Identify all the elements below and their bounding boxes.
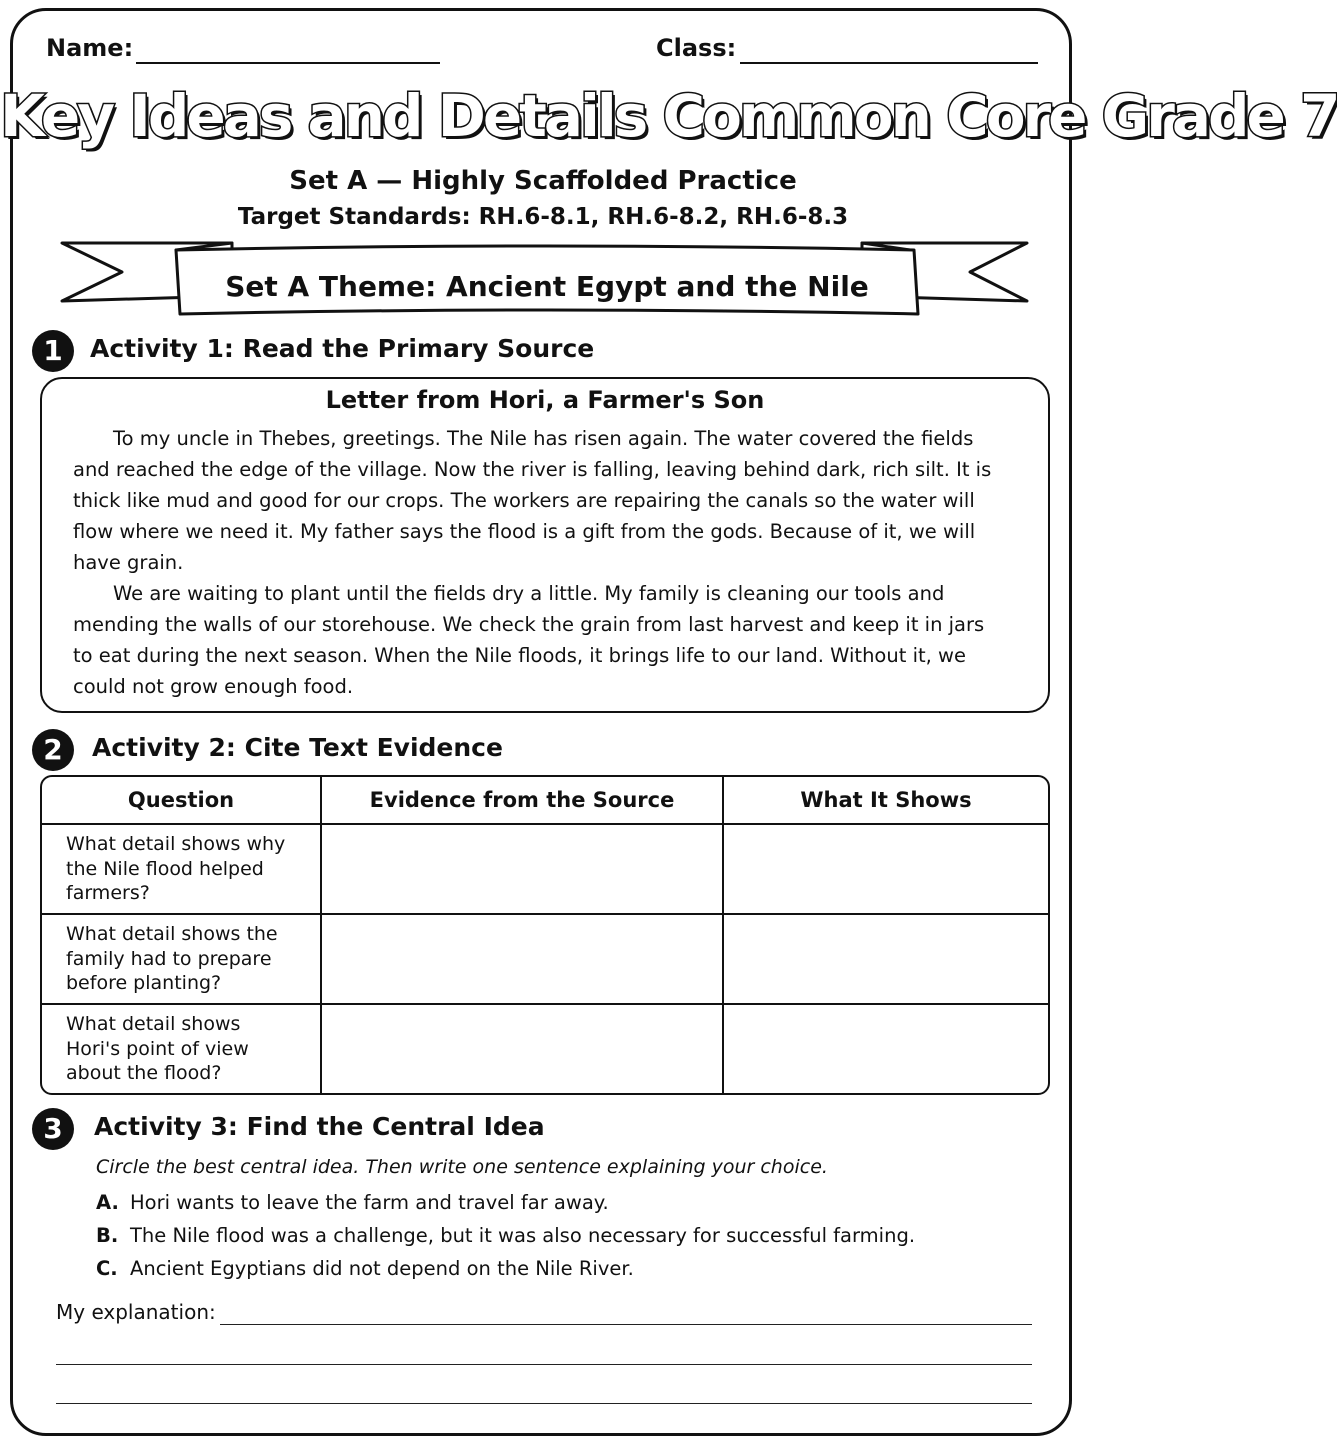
evidence-answer-cell[interactable] [322,825,724,915]
question-cell: What detail shows why the Nile flood helped farmers? [42,825,322,915]
activity-1-title: Activity 1: Read the Primary Source [90,334,595,363]
option-letter: B. [96,1224,119,1247]
activity-2-title: Activity 2: Cite Text Evidence [92,733,503,762]
question-cell: What detail shows Hori's point of view about the flood? [42,1005,322,1093]
activity-3-number: 3 [32,1108,74,1150]
option-letter: A. [96,1191,119,1214]
table-header-row [42,777,1048,825]
activity-2-number: 2 [32,729,74,771]
table-row [42,1005,1048,1093]
table-row [42,825,1048,915]
name-label: Name: [46,34,134,62]
table-row [42,915,1048,1005]
letter-paragraph: We are waiting to plant until the fields dry a little. My family is cleaning our tools and mending the walls of our storehouse. We check the grain from last harvest and keep it in jars to eat during the next season. When the Nile floods, it brings life to our land. Without it, we could not grow enough food. [73,582,985,698]
evidence-table [40,775,1050,1095]
letter-paragraph: To my uncle in Thebes, greetings. The Nile has risen again. The water covered the fields and reached the edge of the village. Now the river is falling, leaving behind dark, rich silt. It is thick like mud and good for our crops. The workers are repairing the canals so the water will flow where we need it. My father says the flood is a gift from the gods. Because of it, we will have grain. [73,427,992,574]
explanation-line[interactable] [56,1364,1032,1365]
option-a[interactable] [96,1191,609,1214]
shows-answer-cell[interactable] [724,825,1048,915]
class-label: Class: [656,34,737,62]
column-header-what-it-shows: What It Shows [724,777,1048,825]
shows-answer-cell[interactable] [724,1005,1048,1093]
target-standards: Target Standards: RH.6-8.1, RH.6-8.2, RH.6-8.3 [237,204,849,230]
activity-3-title: Activity 3: Find the Central Idea [94,1112,545,1141]
activity-3-instructions: Circle the best central idea. Then write one sentence explaining your choice. [96,1156,828,1178]
shows-answer-cell[interactable] [724,915,1048,1005]
page-title: Key Ideas and Details Common Core Grade 7 [0,82,1337,150]
column-header-evidence: Evidence from the Source [322,777,724,825]
option-text: Ancient Egyptians did not depend on the Nile River. [130,1257,634,1280]
explanation-line[interactable] [220,1324,1032,1325]
evidence-answer-cell[interactable] [322,1005,724,1093]
column-header-question: Question [42,777,322,825]
option-c[interactable] [96,1257,634,1280]
option-text: Hori wants to leave the farm and travel far away. [130,1191,609,1214]
theme-banner-text: Set A Theme: Ancient Egypt and the Nile [225,270,869,303]
option-letter: C. [96,1257,118,1280]
explanation-label: My explanation: [56,1300,216,1324]
evidence-answer-cell[interactable] [322,915,724,1005]
letter-title: Letter from Hori, a Farmer's Son [325,386,765,414]
activity-1-number: 1 [32,330,74,372]
question-cell: What detail shows the family had to prepare before planting? [42,915,322,1005]
letter-body [73,423,1003,702]
option-text: The Nile flood was a challenge, but it was also necessary for successful farming. [130,1224,916,1247]
explanation-line[interactable] [56,1403,1032,1404]
option-b[interactable] [96,1224,915,1247]
page-subtitle: Set A — Highly Scaffolded Practice [289,166,797,196]
